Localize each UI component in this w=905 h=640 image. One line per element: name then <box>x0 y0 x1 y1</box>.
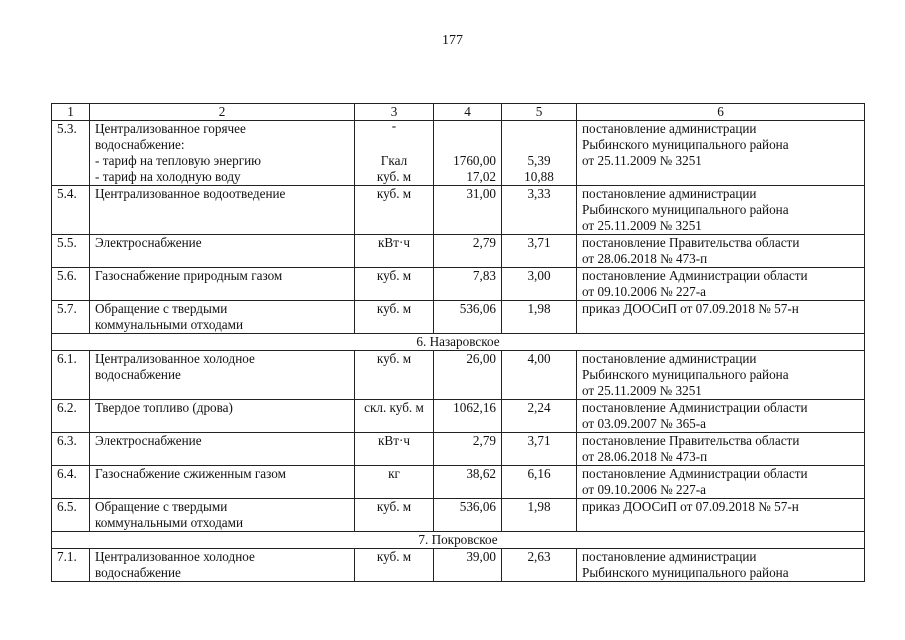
value-col5-line: 3,33 <box>527 186 551 201</box>
value-col5 <box>502 351 577 400</box>
document-ref-line: от 28.06.2018 № 473-п <box>582 251 708 266</box>
document-ref-line: Рыбинского муниципального района <box>582 137 789 152</box>
document-ref-line: от 25.11.2009 № 3251 <box>582 153 702 168</box>
service-name <box>90 301 355 334</box>
header-cell: 5 <box>502 104 577 121</box>
document-ref-line: от 25.11.2009 № 3251 <box>582 383 702 398</box>
header-cell: 2 <box>90 104 355 121</box>
service-name <box>90 549 355 582</box>
value-col5-line: 6,16 <box>527 466 551 481</box>
table-row <box>52 268 865 301</box>
page-number: 177 <box>442 33 463 48</box>
service-name-line: Обращение с твердыми <box>95 301 228 316</box>
service-name-line: коммунальными отходами <box>95 317 244 332</box>
service-name <box>90 499 355 532</box>
value-col5-line: 10,88 <box>524 169 554 184</box>
row-number: 7.1. <box>52 549 90 582</box>
row-number: 6.3. <box>52 433 90 466</box>
value-col5-line <box>507 137 571 153</box>
service-name-line: коммунальными отходами <box>95 515 244 530</box>
service-name <box>90 351 355 400</box>
value-col5 <box>502 121 577 186</box>
unit-cell-line <box>360 137 428 153</box>
value-col5 <box>502 400 577 433</box>
document-ref <box>577 186 865 235</box>
unit-cell <box>355 121 434 186</box>
unit-cell <box>355 499 434 532</box>
section-title: 7. Покровское <box>52 532 865 549</box>
row-number: 5.3. <box>52 121 90 186</box>
value-col4-line: 26,00 <box>466 351 496 366</box>
table-row <box>52 301 865 334</box>
table-row <box>52 400 865 433</box>
service-name-line: Обращение с твердыми <box>95 499 228 514</box>
document-ref-line: постановление Администрации области <box>582 268 808 283</box>
row-number: 5.6. <box>52 268 90 301</box>
value-col4-line: 7,83 <box>472 268 496 283</box>
unit-cell-line: Гкал <box>380 153 408 168</box>
row-number: 6.1. <box>52 351 90 400</box>
service-name-line: Электроснабжение <box>95 235 202 250</box>
document-ref-line: постановление Администрации области <box>582 466 808 481</box>
value-col4-line: 31,00 <box>466 186 496 201</box>
value-col4 <box>434 121 502 186</box>
unit-cell <box>355 549 434 582</box>
unit-cell-line: куб. м <box>376 351 412 366</box>
value-col4 <box>434 433 502 466</box>
value-col5-line: 1,98 <box>527 499 551 514</box>
service-name-line: - тариф на холодную воду <box>95 169 241 184</box>
document-ref <box>577 121 865 186</box>
document-ref <box>577 466 865 499</box>
unit-cell <box>355 301 434 334</box>
header-cell: 6 <box>577 104 865 121</box>
row-number: 5.4. <box>52 186 90 235</box>
value-col4 <box>434 499 502 532</box>
unit-cell <box>355 466 434 499</box>
unit-cell <box>355 433 434 466</box>
value-col4-line <box>439 121 496 137</box>
unit-cell-line: куб. м <box>376 499 412 514</box>
value-col5 <box>502 466 577 499</box>
value-col4 <box>434 400 502 433</box>
document-ref-line: от 09.10.2006 № 227-а <box>582 284 707 299</box>
value-col4-line: 536,06 <box>459 499 496 514</box>
table-row <box>52 121 865 186</box>
value-col5-line: 3,71 <box>527 235 551 250</box>
value-col4-line: 536,06 <box>459 301 496 316</box>
section-row <box>52 334 865 351</box>
value-col5-line: 3,00 <box>527 268 551 283</box>
value-col5-line: 1,98 <box>527 301 551 316</box>
header-row <box>52 104 865 121</box>
document-ref-line: Рыбинского муниципального района <box>582 367 789 382</box>
value-col4-line: 2,79 <box>472 433 496 448</box>
service-name <box>90 235 355 268</box>
value-col4-line: 38,62 <box>466 466 496 481</box>
table-row <box>52 351 865 400</box>
unit-cell-line: куб. м <box>376 268 412 283</box>
document-ref-line: постановление администрации <box>582 121 757 136</box>
value-col5 <box>502 301 577 334</box>
service-name-line: водоснабжение <box>95 565 181 580</box>
document-ref <box>577 301 865 334</box>
header-cell: 4 <box>434 104 502 121</box>
service-name-line: водоснабжение: <box>95 137 185 152</box>
document-ref-line: от 09.10.2006 № 227-а <box>582 482 707 497</box>
value-col4 <box>434 466 502 499</box>
value-col5 <box>502 433 577 466</box>
service-name-line: Централизованное холодное <box>95 351 255 366</box>
value-col5-line: 5,39 <box>527 153 551 168</box>
document-ref-line: постановление администрации <box>582 351 757 366</box>
value-col4 <box>434 301 502 334</box>
value-col4-line: 2,79 <box>472 235 496 250</box>
value-col5-line: 4,00 <box>527 351 551 366</box>
document-ref-line: постановление Правительства области <box>582 235 800 250</box>
value-col5 <box>502 186 577 235</box>
document-ref-line: постановление Правительства области <box>582 433 800 448</box>
row-number: 6.5. <box>52 499 90 532</box>
value-col4 <box>434 268 502 301</box>
service-name-line: Централизованное горячее <box>95 121 246 136</box>
document-ref-line: приказ ДООСиП от 07.09.2018 № 57-н <box>582 301 799 316</box>
row-number: 6.2. <box>52 400 90 433</box>
row-number: 6.4. <box>52 466 90 499</box>
document-ref-line: постановление администрации <box>582 549 757 564</box>
service-name <box>90 186 355 235</box>
tariff-table-body <box>52 104 865 582</box>
unit-cell <box>355 351 434 400</box>
document-ref <box>577 268 865 301</box>
value-col5-line <box>507 121 571 137</box>
document-ref <box>577 549 865 582</box>
unit-cell-line: куб. м <box>376 301 412 316</box>
document-ref-line: приказ ДООСиП от 07.09.2018 № 57-н <box>582 499 799 514</box>
value-col5 <box>502 235 577 268</box>
value-col5-line: 2,24 <box>527 400 551 415</box>
section-row <box>52 532 865 549</box>
table-row <box>52 235 865 268</box>
value-col5-line: 3,71 <box>527 433 551 448</box>
unit-cell <box>355 186 434 235</box>
service-name-line: Централизованное водоотведение <box>95 186 286 201</box>
table-row <box>52 549 865 582</box>
section-title: 6. Назаровское <box>52 334 865 351</box>
value-col4-line: 1760,00 <box>453 153 496 168</box>
unit-cell-line: куб. м <box>376 186 412 201</box>
service-name-line: - тариф на тепловую энергию <box>95 153 262 168</box>
row-number: 5.7. <box>52 301 90 334</box>
service-name <box>90 400 355 433</box>
unit-cell-line: кг <box>388 466 400 481</box>
value-col4 <box>434 549 502 582</box>
value-col5 <box>502 268 577 301</box>
value-col4-line: 17,02 <box>466 169 496 184</box>
value-col5 <box>502 549 577 582</box>
service-name-line: Газоснабжение сжиженным газом <box>95 466 286 481</box>
document-ref <box>577 235 865 268</box>
document-ref-line: от 03.09.2007 № 365-а <box>582 416 707 431</box>
document-ref-line: Рыбинского муниципального района <box>582 565 789 580</box>
table-row <box>52 186 865 235</box>
service-name <box>90 268 355 301</box>
unit-cell-line: кВт·ч <box>378 235 410 250</box>
table-row <box>52 433 865 466</box>
unit-cell-line: скл. куб. м <box>364 400 424 415</box>
service-name <box>90 433 355 466</box>
value-col4 <box>434 186 502 235</box>
value-col4-line: 1062,16 <box>453 400 496 415</box>
service-name <box>90 121 355 186</box>
document-ref <box>577 499 865 532</box>
value-col5-line: 2,63 <box>527 549 551 564</box>
table-row <box>52 466 865 499</box>
document-ref-line: постановление администрации <box>582 186 757 201</box>
unit-cell <box>355 268 434 301</box>
document-ref <box>577 351 865 400</box>
value-col4-line: 39,00 <box>466 549 496 564</box>
table-row <box>52 499 865 532</box>
value-col4-line <box>439 137 496 153</box>
service-name <box>90 466 355 499</box>
document-ref-line: от 25.11.2009 № 3251 <box>582 218 702 233</box>
value-col5 <box>502 499 577 532</box>
value-col4 <box>434 351 502 400</box>
unit-cell-line: кВт·ч <box>378 433 410 448</box>
service-name-line: Твердое топливо (дрова) <box>95 400 233 415</box>
document-ref-line: от 28.06.2018 № 473-п <box>582 449 708 464</box>
header-cell: 1 <box>52 104 90 121</box>
unit-cell-line: куб. м <box>376 169 412 184</box>
service-name-line: Газоснабжение природным газом <box>95 268 283 283</box>
tariff-table <box>51 103 865 582</box>
document-ref-line: постановление Администрации области <box>582 400 808 415</box>
unit-cell <box>355 400 434 433</box>
unit-cell <box>355 235 434 268</box>
service-name-line: Централизованное холодное <box>95 549 255 564</box>
document-ref <box>577 433 865 466</box>
value-col4 <box>434 235 502 268</box>
unit-cell-line: куб. м <box>376 549 412 564</box>
service-name-line: Электроснабжение <box>95 433 202 448</box>
header-cell: 3 <box>355 104 434 121</box>
unit-cell-line: - <box>391 120 397 133</box>
row-number: 5.5. <box>52 235 90 268</box>
service-name-line: водоснабжение <box>95 367 181 382</box>
document-ref <box>577 400 865 433</box>
document-ref-line: Рыбинского муниципального района <box>582 202 789 217</box>
